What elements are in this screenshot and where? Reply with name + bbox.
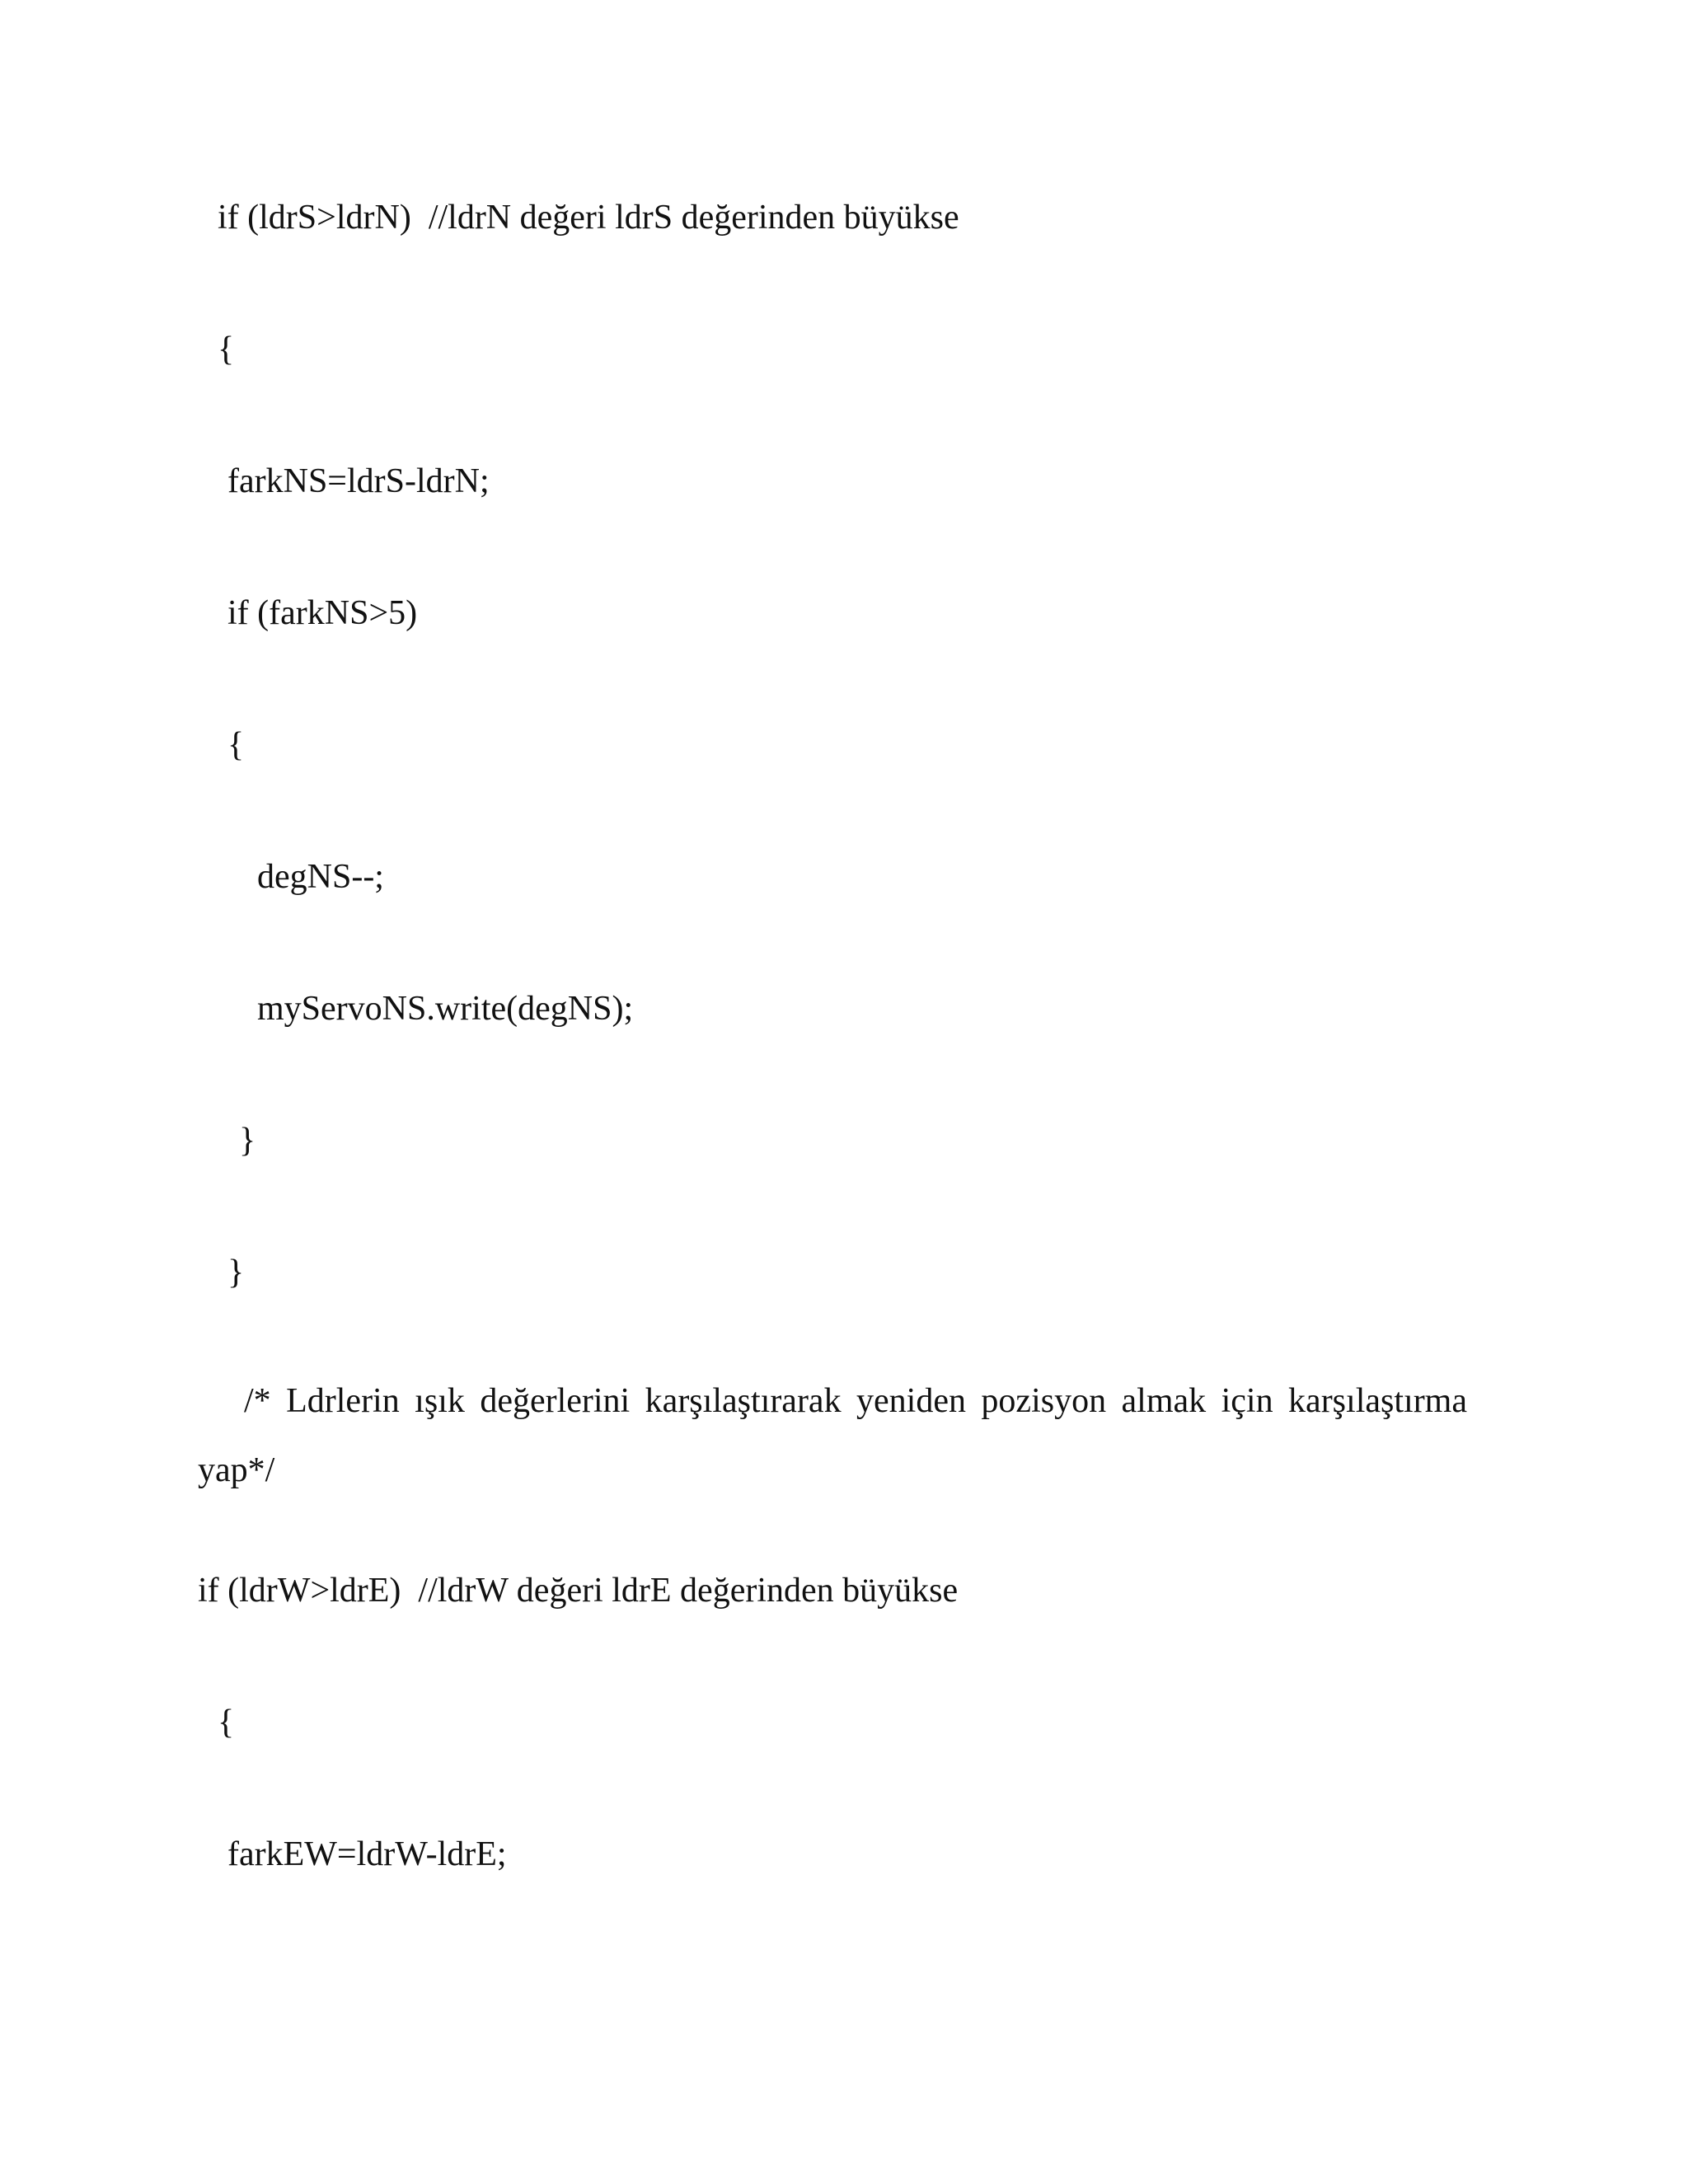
code-line-farkew: farkEW=ldrW-ldrE; xyxy=(227,1835,507,1873)
code-line-close-brace: } xyxy=(227,1254,245,1291)
code-line-open-brace-inner: { xyxy=(227,726,245,764)
code-line-if-ldrw: if (ldrW>ldrE) //ldrW değeri ldrE değerinden büyükse xyxy=(198,1572,959,1610)
comment-paragraph: /* Ldrlerin ışık değerlerini karşılaştırarak yeniden pozisyon almak için karşılaştırma yap*/ xyxy=(198,1382,1467,1489)
code-line-farkns: farkNS=ldrS-ldrN; xyxy=(227,462,490,500)
code-line-close-brace-inner: } xyxy=(239,1122,256,1160)
code-line-degns: degNS--; xyxy=(257,858,384,896)
code-line-open-brace-2: { xyxy=(218,1704,235,1741)
code-line-if-farkns: if (farkNS>5) xyxy=(227,594,418,632)
code-line-if-ldrs: if (ldrS>ldrN) //ldrN değeri ldrS değerinden büyükse xyxy=(218,199,959,237)
code-line-servo-write: myServoNS.write(degNS); xyxy=(257,990,634,1028)
code-line-open-brace: { xyxy=(218,330,235,368)
